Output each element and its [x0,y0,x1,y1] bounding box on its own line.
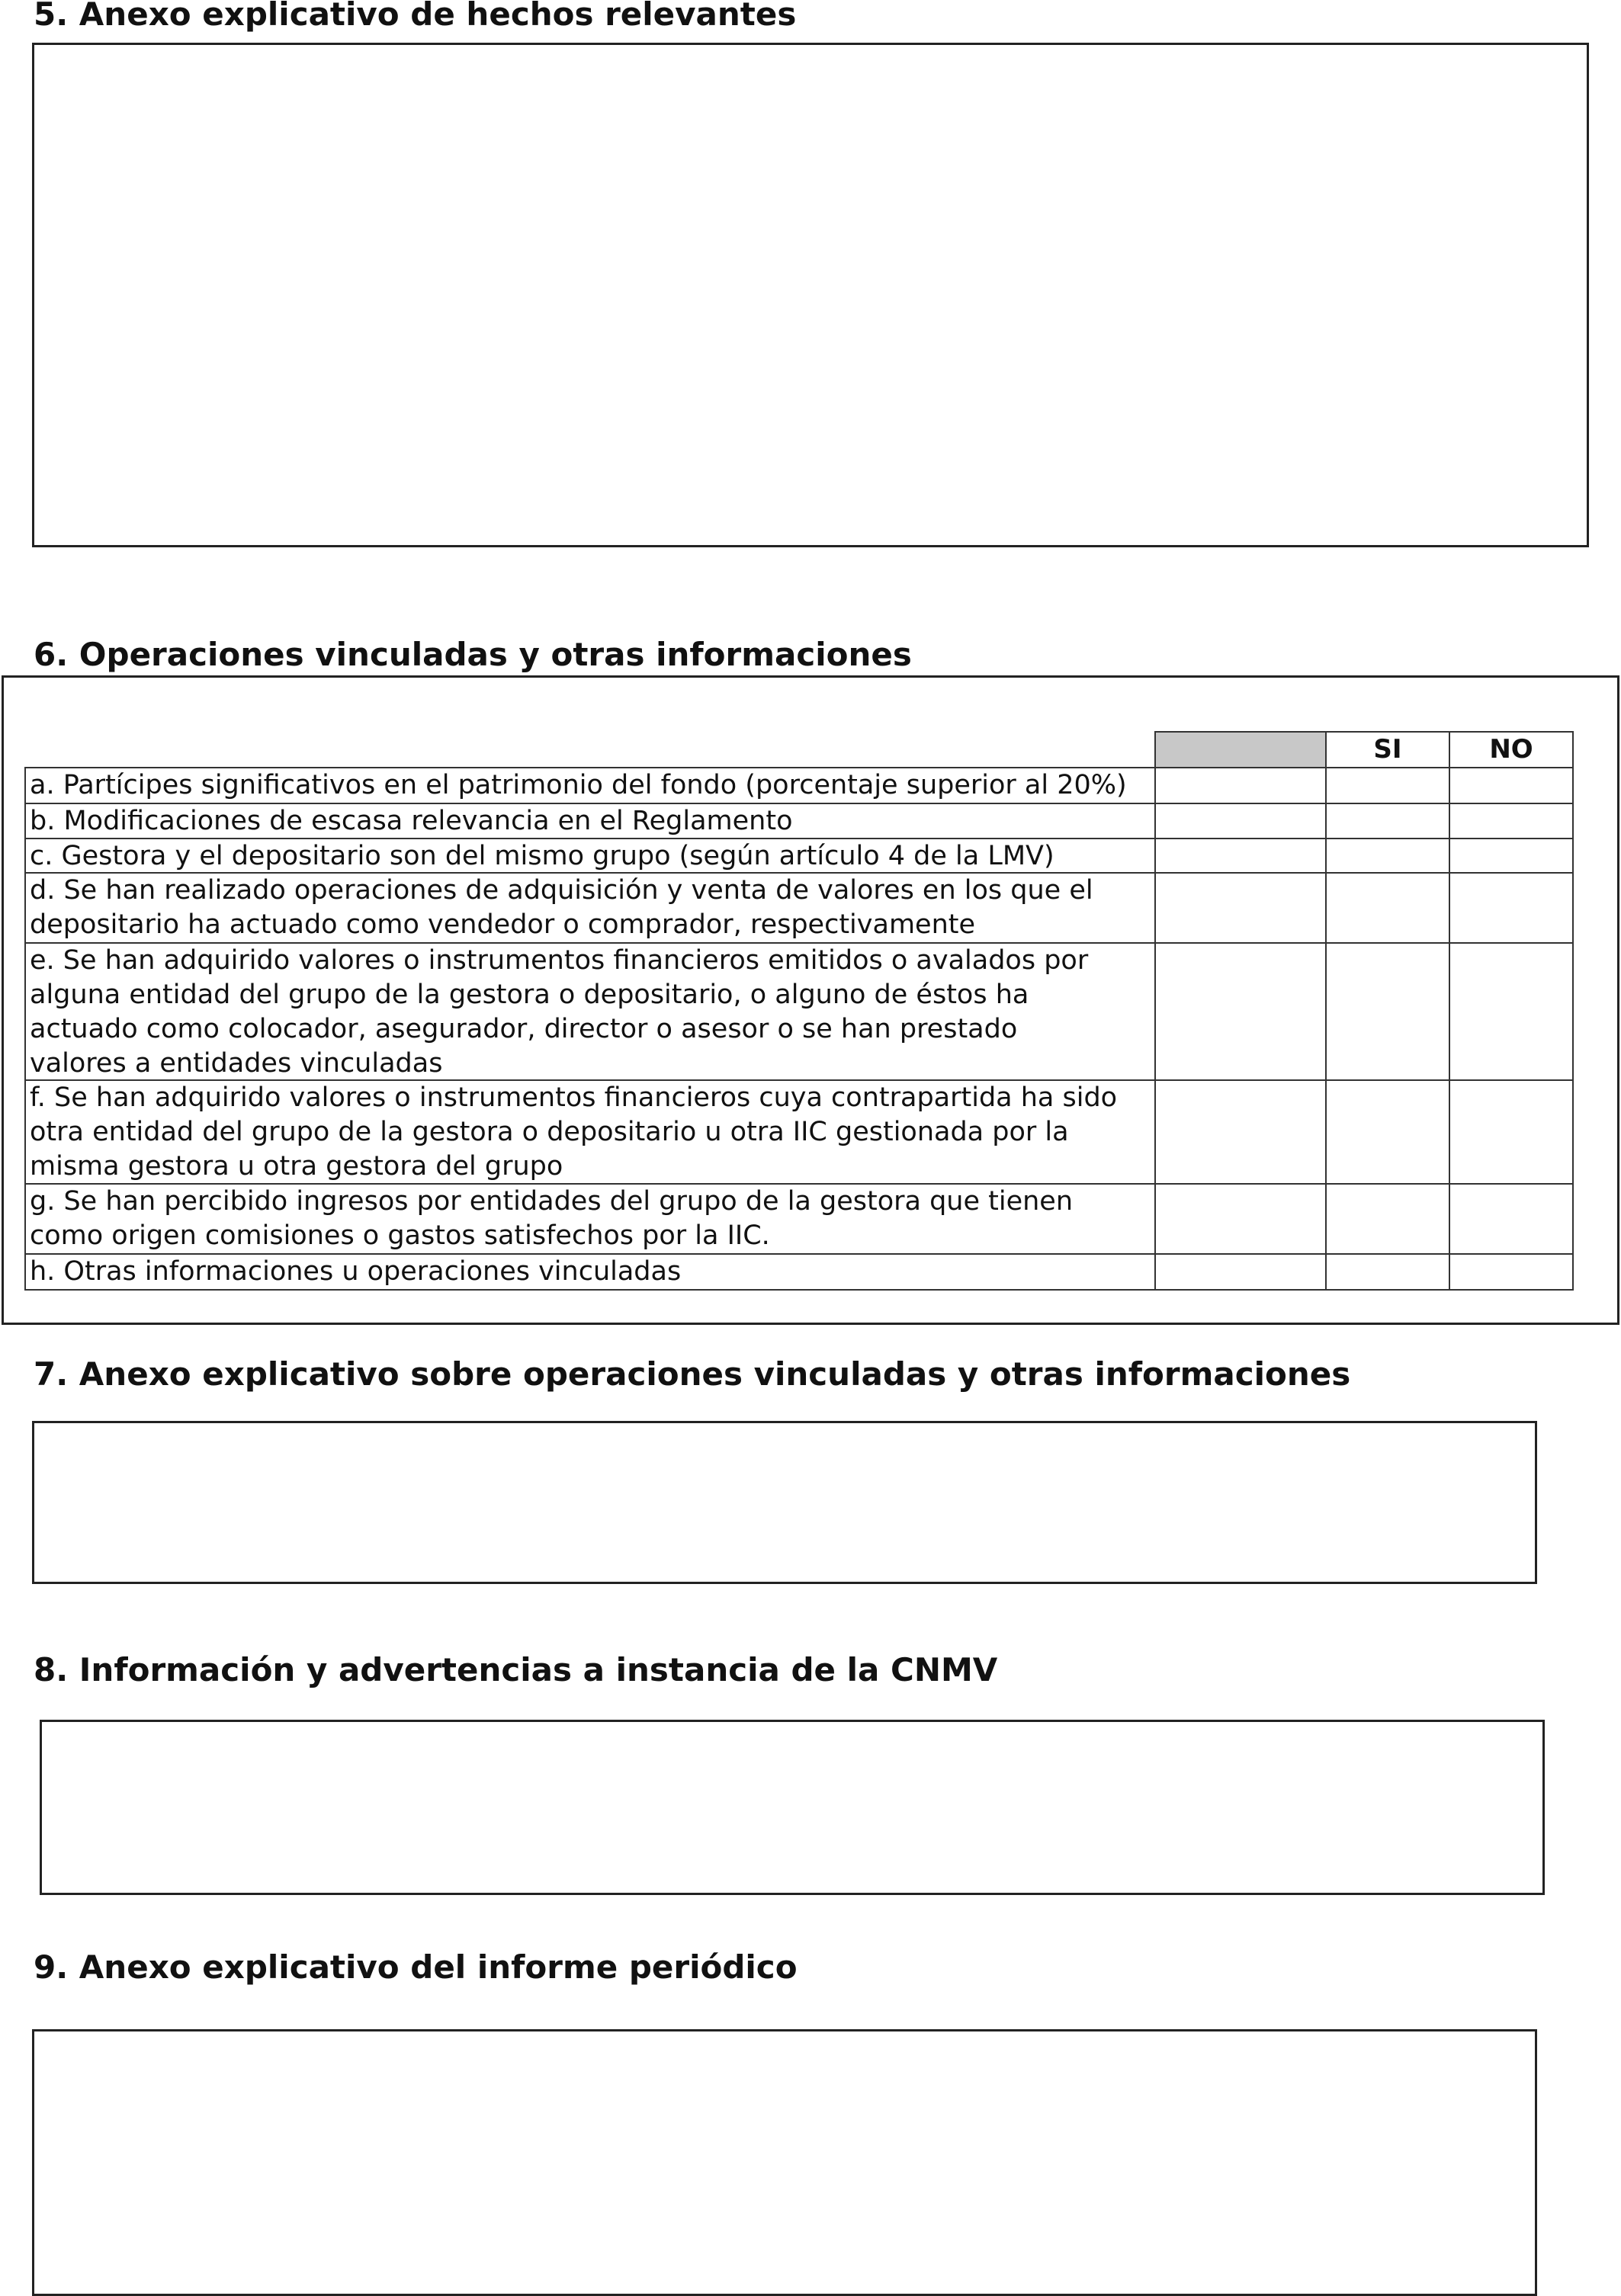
no-checkbox-f[interactable] [1449,1080,1573,1184]
section-7-title: 7. Anexo explicativo sobre operaciones vinculadas y otras informaciones [34,1355,1351,1393]
item-g: g. Se han percibido ingresos por entidades del grupo de la gestora que tienen como origen comisiones o gastos satisfechos por la IIC. [26,1185,1154,1255]
section-6-items [24,767,1156,1291]
si-checkbox-h[interactable] [1326,1254,1449,1290]
item-c: c. Gestora y el depositario son del mismo grupo (según artículo 4 de la LMV) [26,839,1154,874]
no-checkbox-d[interactable] [1449,873,1573,943]
grid-cell-blank [1155,943,1326,1080]
item-f: f. Se han adquirido valores o instrumentos financieros cuya contrapartida ha sido otra entidad del grupo de la gestora o depositario u otra IIC gestionada por la misma gestora u otra gestora del grupo [26,1081,1154,1185]
si-checkbox-c[interactable] [1326,839,1449,873]
si-checkbox-d[interactable] [1326,873,1449,943]
section-5-textbox[interactable] [32,43,1589,547]
section-7-textbox[interactable] [32,1421,1537,1584]
item-e: e. Se han adquirido valores o instrumentos financieros emitidos o avalados por alguna entidad del grupo de la gestora o depositario, o alguno de éstos ha actuado como colocador, asegurador, director o asesor o se han prestado valores a entidades vinculadas [26,944,1154,1081]
item-h: h. Otras informaciones u operaciones vinculadas [26,1255,1154,1291]
grid-cell-blank [1155,768,1326,803]
no-checkbox-c[interactable] [1449,839,1573,873]
si-checkbox-a[interactable] [1326,768,1449,803]
section-9-textbox[interactable] [32,2029,1537,2296]
section-6-title: 6. Operaciones vinculadas y otras informaciones [34,636,912,673]
si-no-grid [1154,731,1574,1291]
item-b: b. Modificaciones de escasa relevancia en el Reglamento [26,804,1154,839]
no-checkbox-g[interactable] [1449,1184,1573,1254]
no-checkbox-a[interactable] [1449,768,1573,803]
section-8-title: 8. Información y advertencias a instancia de la CNMV [34,1651,998,1688]
no-checkbox-h[interactable] [1449,1254,1573,1290]
grid-cell-blank [1155,1254,1326,1290]
grid-cell-blank [1155,1184,1326,1254]
si-checkbox-f[interactable] [1326,1080,1449,1184]
section-5-title: 5. Anexo explicativo de hechos relevantes [34,0,797,33]
item-a: a. Partícipes significativos en el patrimonio del fondo (porcentaje superior al 20%) [26,768,1154,804]
grid-cell-blank [1155,873,1326,943]
si-checkbox-b[interactable] [1326,803,1449,839]
section-9-title: 9. Anexo explicativo del informe periódico [34,1948,798,1986]
no-checkbox-b[interactable] [1449,803,1573,839]
grid-header-blank [1155,732,1326,768]
si-header: SI [1326,732,1449,768]
item-d: d. Se han realizado operaciones de adquisición y venta de valores en los que el depositario ha actuado como vendedor o comprador, respectivamente [26,874,1154,944]
si-checkbox-e[interactable] [1326,943,1449,1080]
grid-cell-blank [1155,803,1326,839]
si-checkbox-g[interactable] [1326,1184,1449,1254]
grid-cell-blank [1155,1080,1326,1184]
section-8-textbox[interactable] [40,1720,1545,1895]
grid-cell-blank [1155,839,1326,873]
no-header: NO [1449,732,1573,768]
no-checkbox-e[interactable] [1449,943,1573,1080]
